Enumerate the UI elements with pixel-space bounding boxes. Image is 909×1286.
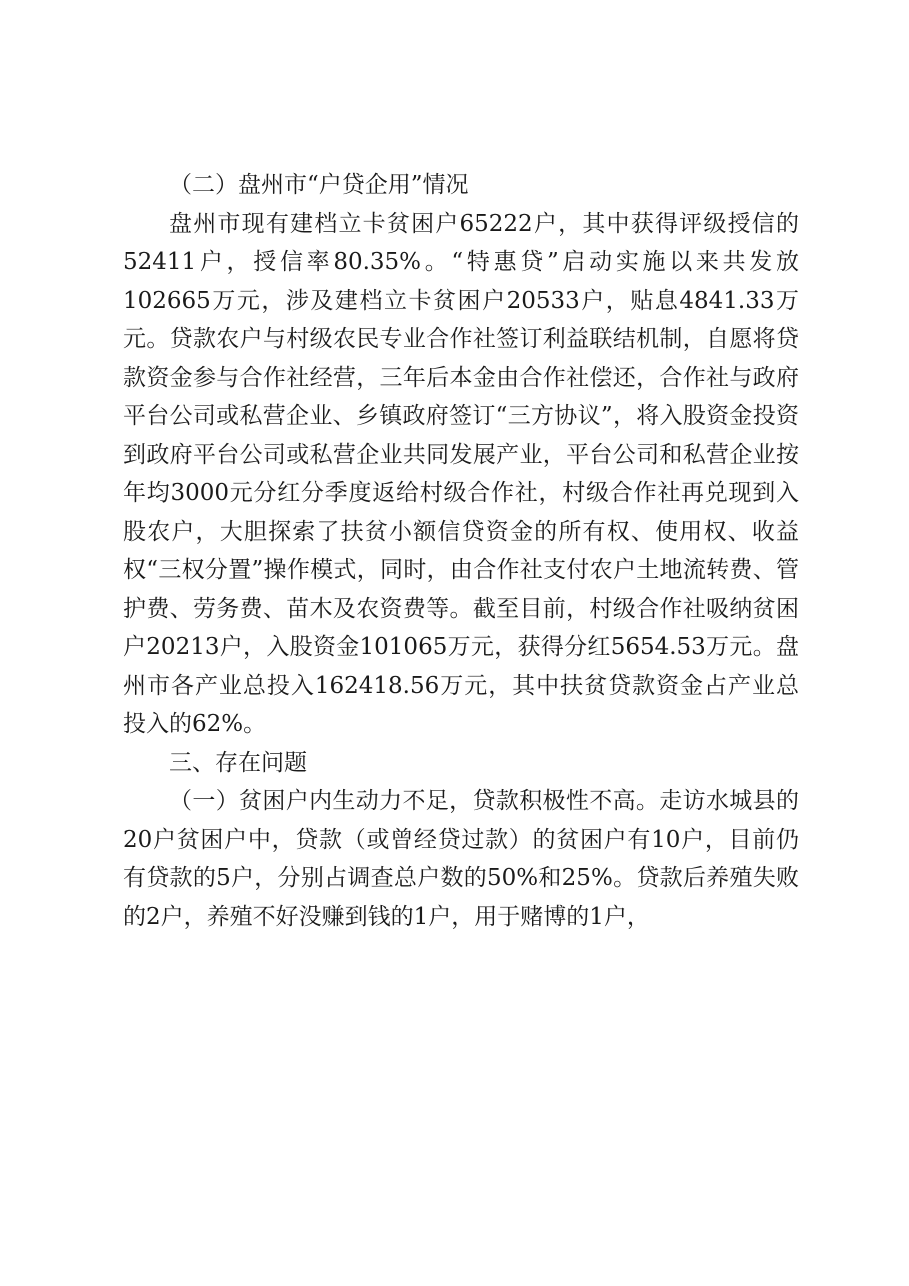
paragraph-panzhou-loans: 盘州市现有建档立卡贫困户65222户，其中获得评级授信的52411户，授信率80.35%。“特惠贷”启动实施以来共发放102665万元，涉及建档立卡贫困户20533户，贴息4841.33万元。贷款农户与村级农民专业合作社签订利益联结机制，自愿将贷款资金参与合作社经营，三年后本金由合作社偿还，合作社与政府平台公司或私营企业、乡镇政府签订“三方协议”，将入股资金投资到政府平台公司或私营企业共同发展产业，平台公司和私营企业按年均3000元分红分季度返给村级合作社，村级合作社再兑现到入股农户，大胆探索了扶贫小额信贷资金的所有权、使用权、收益权“三权分置”操作模式，同时，由合作社支付农户土地流转费、管护费、劳务费、苗木及农资费等。截至目前，村级合作社吸纳贫困户20213户，入股资金101065万元，获得分红5654.53万元。盘州市各产业总投入162418.56万元，其中扶贫贷款资金占产业总投入的62%。 [123,210,799,737]
section-heading-market-status: （二）盘州市“户贷企用”情况 [169,172,469,198]
section-heading-problems: 三、存在问题 [169,749,307,776]
document-body [123,166,799,936]
paragraph-problem-one: （一）贫困户内生动力不足，贷款积极性不高。走访水城县的20户贫困户中，贷款（或曾经贷过款）的贫困户有10户，目前仍有贷款的5户，分别占调查总户数的50%和25%。贷款后养殖失败的2户，养殖不好没赚到钱的1户，用于赌博的1户， [123,788,799,930]
